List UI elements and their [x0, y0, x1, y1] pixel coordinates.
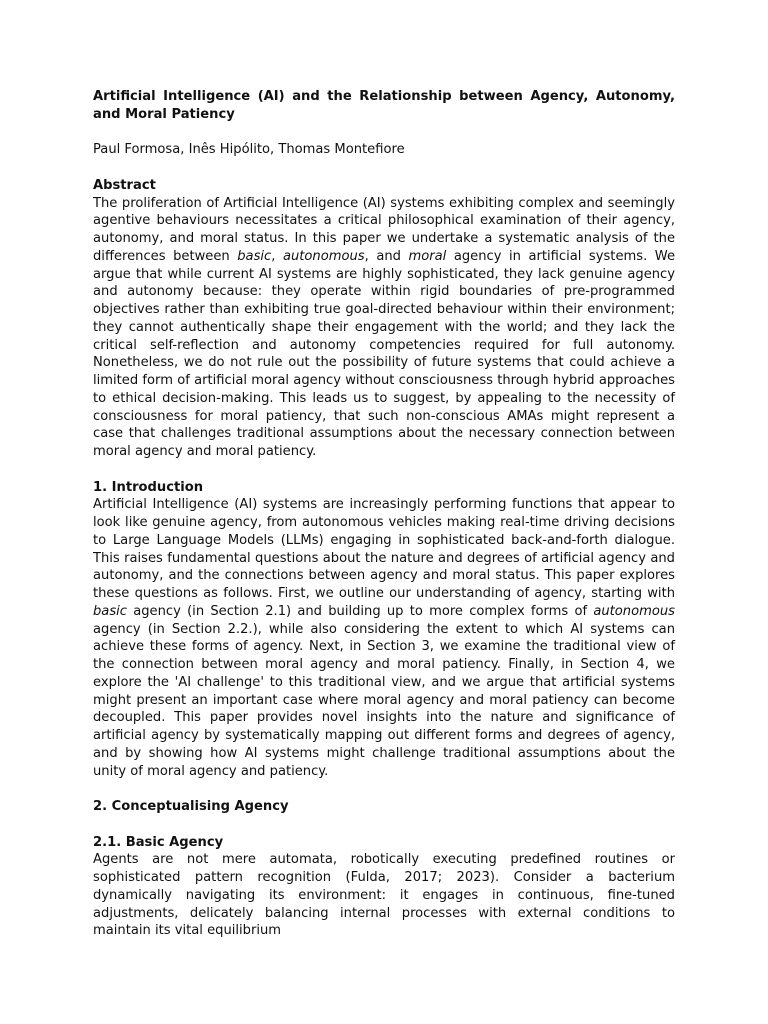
- introduction-section: [93, 479, 675, 781]
- section-2-1-heading: 2.1. Basic Agency: [93, 834, 224, 850]
- abstract-separator: , and: [364, 248, 409, 264]
- introduction-text: [93, 496, 675, 780]
- abstract-term-autonomous: autonomous: [282, 248, 365, 264]
- paper-page: [93, 88, 675, 940]
- introduction-text-part: agency (in Section 2.1) and building up to more complex forms of: [127, 603, 594, 619]
- conceptualising-agency-section: [93, 798, 675, 834]
- paper-title: Artificial Intelligence (AI) and the Relationship between Agency, Autonomy, and Moral Patiency: [93, 89, 675, 122]
- basic-agency-text: Agents are not mere automata, robotically executing predefined routines or sophisticated pattern recognition (Fulda, 2017; 2023). Consider a bacterium dynamically navigating its environment: it engages in continuous, fine-tuned adjustments, delicately balancing internal processes with external conditions to maintain its vital equilibrium: [93, 852, 675, 939]
- abstract-text-part: agency in artificial systems. We argue that while current AI systems are highly sophisticated, they lack genuine agency and autonomy because: they operate within rigid boundaries of pre-programmed objectives rather than exhibiting true goal-directed behaviour within their environment; they cannot authentically shape their engagement with the world; and they lack the critical self-reflection and autonomy competencies required for full autonomy. Nonetheless, we do not rule out the possibility of future systems that could achieve a limited form of artificial moral agency without consciousness through hybrid approaches to ethical decision-making. This leads us to suggest, by appealing to the necessity of consciousness for moral patiency, that such non-conscious AMAs might represent a case that challenges traditional assumptions about the necessary connection between moral agency and moral patiency.: [93, 248, 676, 459]
- abstract-heading: Abstract: [93, 177, 156, 193]
- author-list: Paul Formosa, Inês Hipólito, Thomas Montefiore: [93, 142, 405, 158]
- abstract-separator: ,: [271, 248, 283, 264]
- basic-agency-section: [93, 834, 675, 941]
- abstract-term-basic: basic: [237, 248, 272, 264]
- abstract-section: [93, 177, 675, 461]
- section-2-heading: 2. Conceptualising Agency: [93, 799, 289, 814]
- abstract-text: [93, 195, 675, 461]
- abstract-term-moral: moral: [408, 248, 447, 264]
- section-spacer: [93, 816, 675, 834]
- introduction-text-part: Artificial Intelligence (AI) systems are increasingly performing functions that appear to look like genuine agency, from autonomous vehicles making real-time driving decisions to Large Language Models (LLMs) engaging in sophisticated back-and-forth dialogue. This raises fundamental questions about the nature and degrees of artificial agency and autonomy, and the connections between agency and moral status. This paper explores these questions as follows. First, we outline our understanding of agency, starting with: [93, 497, 675, 601]
- abstract-text-part: The proliferation of Artificial Intelligence (AI) systems exhibiting complex and seemingly agentive behaviours necessitates a critical philosophical examination of their agency, autonomy, and moral status. In this paper we undertake a systematic analysis of the differences between: [93, 195, 675, 264]
- introduction-text-part: agency (in Section 2.2.), while also considering the extent to which AI systems can achieve these forms of agency. Next, in Section 3, we examine the traditional view of the connection between moral agency and moral patiency. Finally, in Section 4, we explore the 'AI challenge' to this traditional view, and we argue that artificial systems might present an important case where moral agency and moral patiency can become decoupled. This paper provides novel insights into the nature and significance of artificial agency by systematically mapping out different forms and degrees of agency, and by showing how AI systems might challenge traditional assumptions about the unity of moral agency and patiency.: [93, 621, 675, 779]
- introduction-heading: 1. Introduction: [93, 479, 204, 495]
- introduction-term-autonomous: autonomous: [593, 603, 675, 619]
- introduction-term-basic: basic: [93, 603, 127, 619]
